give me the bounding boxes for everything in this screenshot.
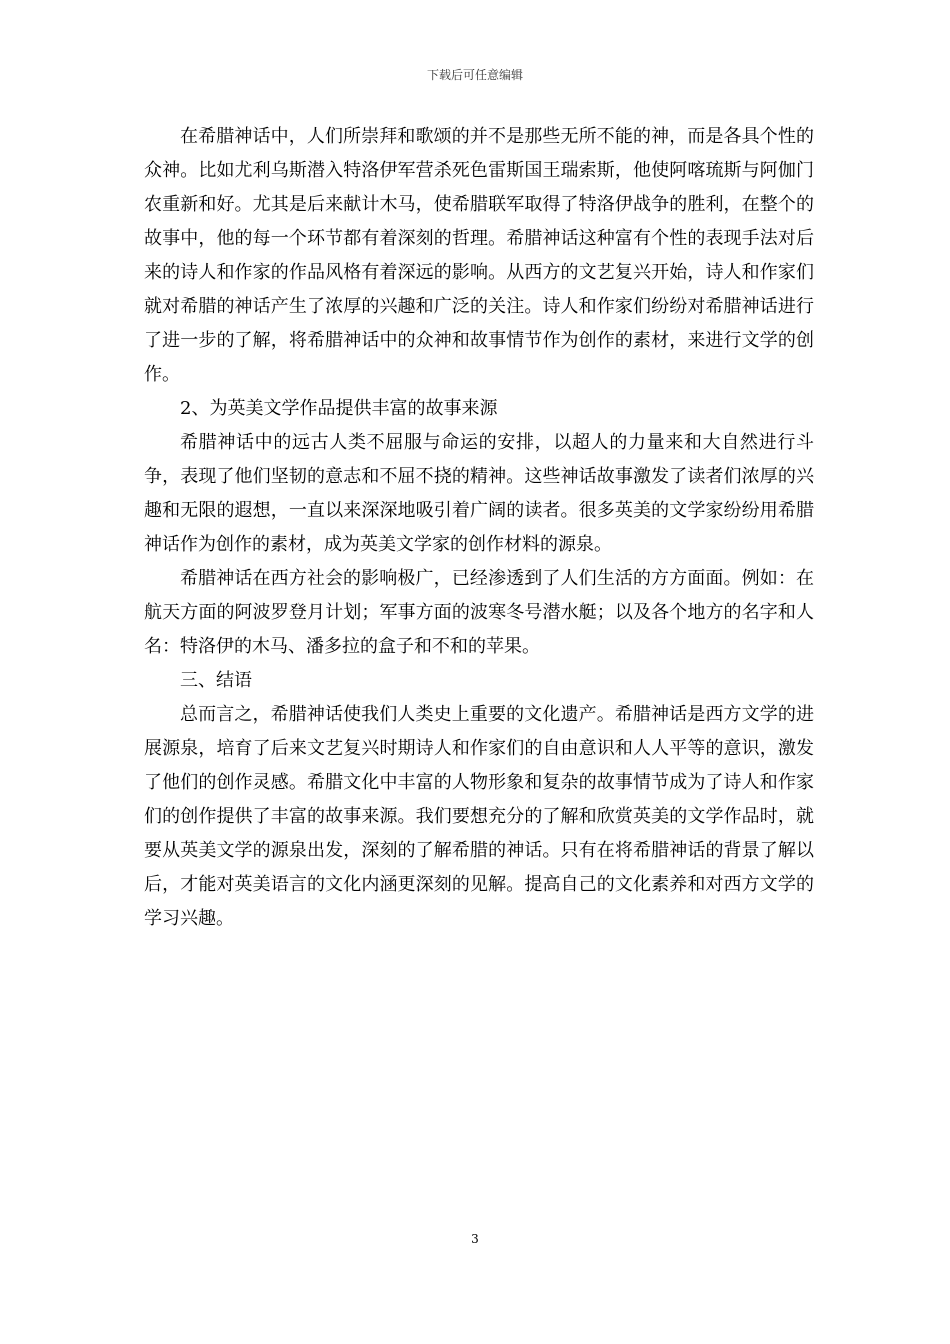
- paragraph-greek-gods-individuality: 在希腊神话中，人们所崇拜和歌颂的并不是那些无所不能的神，而是各具个性的众神。比如尤利乌斯潜入特洛伊军营杀死色雷斯国王瑞索斯，他使阿喀琉斯与阿伽门农重新和好。尤其是后来献计木马，使希腊联军取得了特洛伊战争的胜利，在整个的故事中，他的每一个环节都有着深刻的哲理。希腊神话这种富有个性的表现手法对后来的诗人和作家的作品风格有着深远的影响。从西方的文艺复兴开始，诗人和作家们就对希腊的神话产生了浓厚的兴趣和广泛的关注。诗人和作家们纷纷对希腊神话进行了进一步的了解，将希腊神话中的众神和故事情节作为创作的素材，来进行文学的创作。: [144, 126, 814, 385]
- document-body: [144, 120, 814, 936]
- section-heading-story-source: 2、为英美文学作品提供丰富的故事来源: [180, 398, 498, 419]
- section-heading-conclusion: 三、结语: [180, 670, 252, 691]
- page-number: 3: [471, 1232, 479, 1246]
- paragraph-human-struggle: 希腊神话中的远古人类不屈服与命运的安排，以超人的力量来和大自然进行斗争，表现了他们坚韧的意志和不屈不挠的精神。这些神话故事激发了读者们浓厚的兴趣和无限的遐想，一直以来深深地吸引着广阔的读者。很多英美的文学家纷纷用希腊神话作为创作的素材，成为英美文学家的创作材料的源泉。: [144, 432, 814, 555]
- paragraph-western-influence: 希腊神话在西方社会的影响极广，已经渗透到了人们生活的方方面面。例如：在航天方面的阿波罗登月计划；军事方面的波寒冬号潜水艇；以及各个地方的名字和人名：特洛伊的木马、潘多拉的盒子和不和的苹果。: [144, 568, 814, 657]
- paragraph-conclusion: 总而言之，希腊神话使我们人类史上重要的文化遗产。希腊神话是西方文学的进展源泉，培育了后来文艺复兴时期诗人和作家们的自由意识和人人平等的意识，激发了他们的创作灵感。希腊文化中丰富的人物形象和复杂的故事情节成为了诗人和作家们的创作提供了丰富的故事来源。我们要想充分的了解和欣赏英美的文学作品时，就要从英美文学的源泉出发，深刻的了解希腊的神话。只有在将希腊神话的背景了解以后，才能对英美语言的文化内涵更深刻的见解。提高自己的文化素养和对西方文学的学习兴趣。: [144, 704, 814, 929]
- page-header: 下载后可任意编辑: [426, 68, 523, 82]
